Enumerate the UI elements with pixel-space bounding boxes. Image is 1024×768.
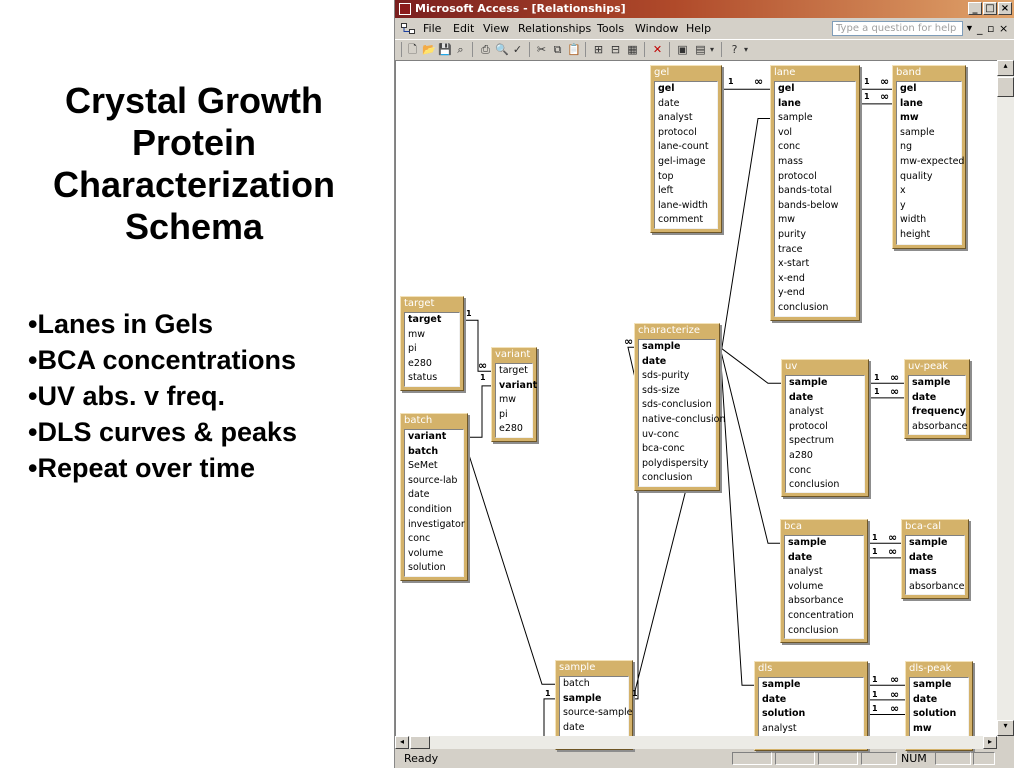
field-item[interactable]: solution — [408, 562, 446, 574]
table-title[interactable]: gel — [654, 67, 670, 78]
table-uv-peak[interactable] — [904, 359, 970, 439]
field-item[interactable]: condition — [408, 503, 452, 515]
field-item[interactable]: quality — [900, 170, 933, 182]
field-item[interactable]: pi — [408, 343, 417, 355]
cardinality-one: 1 — [545, 689, 551, 698]
field-item[interactable]: conclusion — [778, 301, 829, 313]
table-title[interactable]: uv — [785, 361, 798, 372]
field-item[interactable]: e280 — [499, 423, 523, 435]
toolbar-separator — [472, 42, 473, 57]
help-dropdown-icon[interactable]: ▼ — [965, 23, 974, 33]
field-item[interactable]: y — [900, 199, 906, 211]
table-title[interactable]: sample — [559, 662, 596, 673]
cardinality-one: 1 — [872, 547, 878, 556]
table-bca-cal[interactable] — [901, 519, 969, 599]
primary-key-field[interactable]: date — [788, 551, 813, 563]
relationship-line[interactable] — [720, 347, 780, 543]
field-item[interactable]: e280 — [408, 357, 432, 369]
bullet-list — [28, 306, 383, 486]
cardinality-many: ∞ — [890, 371, 900, 384]
field-item[interactable]: source-lab — [408, 474, 458, 486]
field-item[interactable]: volume — [788, 580, 824, 592]
menu-view[interactable]: View — [483, 22, 510, 35]
relationship-line[interactable] — [720, 347, 781, 383]
primary-key-field[interactable]: mw — [900, 112, 919, 124]
primary-key-field[interactable]: sample — [912, 377, 951, 388]
show-direct-icon[interactable]: ⊟ — [610, 43, 621, 56]
cardinality-one: 1 — [872, 675, 878, 684]
primary-key-field[interactable]: lane — [778, 97, 801, 109]
field-item[interactable]: gel-image — [658, 155, 706, 167]
table-bca[interactable] — [780, 519, 868, 643]
field-list[interactable] — [905, 535, 965, 595]
field-item[interactable]: analyst — [789, 406, 824, 418]
cardinality-one: 1 — [872, 690, 878, 699]
primary-key-field[interactable]: variant — [408, 431, 447, 442]
status-panel — [818, 752, 858, 765]
slide-title-line: Protein — [131, 122, 256, 163]
scroll-down-button[interactable]: ▾ — [997, 720, 1014, 736]
copy-icon[interactable]: ⧉ — [553, 43, 562, 56]
primary-key-field[interactable]: date — [789, 391, 814, 403]
table-title[interactable]: band — [896, 67, 922, 78]
slide-title-line: Schema — [124, 206, 264, 247]
relationship-line[interactable] — [720, 347, 754, 685]
cardinality-one: 1 — [632, 689, 638, 698]
cardinality-one: 1 — [864, 92, 870, 101]
relationship-line[interactable] — [544, 699, 555, 737]
primary-key-field[interactable]: date — [909, 551, 934, 563]
toolbar-options-icon[interactable]: ▾ — [743, 45, 748, 54]
menu-relationships[interactable]: Relationships — [518, 22, 592, 35]
doc-close-button[interactable]: × — [999, 22, 1009, 35]
cardinality-many: ∞ — [478, 359, 488, 372]
field-list[interactable] — [495, 363, 538, 438]
doc-restore-button[interactable]: ▫ — [987, 22, 995, 35]
field-item[interactable]: concentration — [788, 609, 854, 621]
field-item[interactable]: x-end — [778, 272, 805, 284]
status-text: Ready — [404, 752, 439, 765]
status-bar — [395, 749, 1014, 768]
field-item[interactable]: conclusion — [789, 479, 840, 491]
table-uv[interactable] — [781, 359, 869, 497]
field-item[interactable]: mw — [408, 328, 426, 340]
field-item[interactable]: sample — [778, 112, 813, 124]
primary-key-field[interactable]: gel — [778, 83, 795, 94]
field-item[interactable]: SeMet — [408, 460, 438, 472]
cardinality-many: ∞ — [880, 75, 890, 88]
field-item[interactable]: volume — [408, 547, 444, 559]
spelling-icon[interactable]: ✓ — [512, 43, 523, 56]
primary-key-field[interactable]: mass — [909, 566, 937, 578]
table-title[interactable]: target — [404, 298, 435, 309]
primary-key-field[interactable]: date — [642, 355, 667, 367]
new-object-icon[interactable]: ▤ — [695, 43, 706, 56]
close-button[interactable]: × — [998, 2, 1012, 15]
toolbar-grip[interactable] — [401, 42, 402, 57]
field-item[interactable]: native-conclusion — [642, 413, 726, 425]
status-panel — [861, 752, 897, 765]
access-window — [394, 0, 1014, 768]
field-item[interactable]: conc — [789, 464, 812, 476]
table-title[interactable]: bca-cal — [905, 521, 941, 532]
field-item[interactable]: protocol — [778, 170, 817, 182]
title-bar[interactable] — [395, 0, 1014, 18]
primary-key-field[interactable]: gel — [900, 83, 917, 94]
table-title[interactable]: lane — [774, 67, 796, 78]
field-item[interactable]: conclusion — [642, 472, 693, 484]
status-panel — [775, 752, 815, 765]
field-list[interactable] — [638, 339, 726, 487]
field-item[interactable]: vol — [778, 126, 793, 138]
primary-key-field[interactable]: batch — [408, 445, 439, 457]
field-item[interactable]: spectrum — [789, 435, 834, 447]
print-preview-icon[interactable]: 🔍 — [495, 43, 509, 56]
cardinality-many: ∞ — [890, 385, 900, 398]
toolbar — [395, 39, 1014, 60]
maximize-button[interactable]: □ — [983, 2, 997, 15]
field-item[interactable]: y-end — [778, 287, 805, 299]
table-title[interactable]: uv-peak — [908, 361, 949, 372]
field-item[interactable]: width — [900, 214, 927, 226]
field-item[interactable]: batch — [563, 678, 590, 689]
toolbar-separator — [585, 42, 586, 57]
field-item[interactable]: absorbance — [788, 595, 844, 607]
bullet-item: • BCA concentrations — [28, 342, 383, 378]
slide-title-line: Crystal Growth — [64, 80, 324, 121]
cardinality-many: ∞ — [890, 702, 900, 715]
field-item[interactable]: sds-purity — [642, 370, 690, 382]
num-lock-indicator: NUM — [901, 752, 927, 765]
scroll-right-button[interactable]: ▸ — [983, 736, 997, 749]
menu-edit[interactable]: Edit — [453, 22, 475, 35]
vertical-scroll-thumb[interactable] — [997, 77, 1014, 97]
field-item[interactable]: protocol — [658, 126, 697, 138]
primary-key-field[interactable]: sample — [789, 377, 828, 388]
field-item[interactable]: polydispersity — [642, 457, 709, 469]
cardinality-many: ∞ — [754, 75, 764, 88]
field-item[interactable]: protocol — [789, 420, 828, 432]
table-title[interactable]: bca — [784, 521, 802, 532]
field-item[interactable]: investigator — [408, 518, 465, 530]
primary-key-field[interactable]: mw — [913, 722, 932, 734]
field-item[interactable]: status — [408, 372, 438, 384]
field-item[interactable]: height — [900, 228, 931, 240]
cardinality-many: ∞ — [890, 688, 900, 701]
field-item[interactable]: conclusion — [788, 624, 839, 636]
field-item[interactable]: lane-count — [658, 141, 709, 153]
window-title: Microsoft Access - [Relationships] — [415, 2, 626, 15]
field-item[interactable]: x-start — [778, 258, 810, 270]
cardinality-one: 1 — [874, 373, 880, 382]
table-characterize[interactable] — [634, 323, 726, 491]
table-target[interactable] — [400, 296, 464, 391]
field-item[interactable]: analyst — [788, 566, 823, 578]
cardinality-many: ∞ — [888, 545, 898, 558]
minimize-button[interactable]: _ — [968, 2, 982, 15]
field-item[interactable]: analyst — [762, 722, 797, 734]
relationships-window-icon[interactable] — [401, 23, 415, 34]
paste-icon[interactable]: 📋 — [567, 43, 581, 56]
menu-help[interactable]: Help — [686, 22, 712, 35]
status-panel — [973, 752, 995, 765]
field-item[interactable]: x — [900, 185, 906, 197]
field-item[interactable]: trace — [778, 243, 803, 255]
field-item[interactable]: pi — [499, 408, 508, 420]
menu-tools[interactable]: Tools — [597, 22, 625, 35]
bullet-item: • DLS curves & peaks — [28, 414, 383, 450]
delete-icon[interactable]: ✕ — [652, 43, 663, 56]
bullet-item: • UV abs. v freq. — [28, 378, 383, 414]
field-item[interactable]: ng — [900, 141, 913, 153]
menu-window[interactable]: Window — [635, 22, 679, 35]
primary-key-field[interactable]: sample — [762, 679, 801, 690]
field-item[interactable]: lane-width — [658, 199, 708, 211]
field-item[interactable]: date — [563, 721, 585, 733]
field-item[interactable]: sds-conclusion — [642, 399, 712, 411]
search-icon[interactable]: ⌕ — [457, 43, 464, 56]
primary-key-field[interactable]: date — [913, 693, 938, 705]
field-item[interactable]: conc — [778, 141, 801, 153]
cardinality-one: 1 — [872, 704, 878, 713]
field-item[interactable]: top — [658, 170, 674, 182]
show-all-icon[interactable]: ▦ — [627, 43, 638, 56]
status-panel — [732, 752, 772, 765]
field-item[interactable]: sds-size — [642, 384, 680, 396]
field-list[interactable] — [896, 81, 965, 245]
access-app-icon[interactable] — [399, 3, 411, 15]
table-variant[interactable] — [491, 347, 537, 442]
primary-key-field[interactable]: date — [762, 693, 787, 705]
table-title[interactable]: batch — [404, 415, 433, 426]
primary-key-field[interactable]: sample — [909, 537, 948, 548]
table-title[interactable]: dls-peak — [909, 663, 952, 674]
cardinality-many: ∞ — [624, 335, 634, 348]
slide-title — [8, 80, 380, 248]
field-item[interactable]: absorbance — [909, 580, 965, 592]
toolbar-separator — [669, 42, 670, 57]
help-question-input[interactable]: Type a question for help — [832, 21, 963, 36]
field-item[interactable]: bands-below — [778, 199, 839, 211]
table-gel[interactable] — [650, 65, 722, 233]
table-lane[interactable] — [770, 65, 860, 321]
field-item[interactable]: mw — [778, 214, 796, 226]
field-list[interactable] — [404, 429, 464, 577]
primary-key-field[interactable]: sample — [642, 341, 681, 352]
cardinality-one: 1 — [864, 77, 870, 86]
primary-key-field[interactable]: gel — [658, 83, 675, 94]
scroll-left-button[interactable]: ◂ — [395, 736, 409, 749]
open-icon[interactable]: 📂 — [422, 43, 436, 56]
field-list[interactable] — [908, 375, 966, 435]
primary-key-field[interactable]: solution — [913, 708, 957, 720]
print-icon[interactable]: ⎙ — [481, 43, 490, 56]
field-item[interactable]: a280 — [789, 449, 813, 461]
primary-key-field[interactable]: sample — [788, 537, 827, 548]
field-item[interactable]: uv-conc — [642, 428, 680, 440]
scroll-up-button[interactable]: ▴ — [997, 60, 1014, 76]
primary-key-field[interactable]: sample — [563, 692, 602, 704]
relationship-line[interactable] — [468, 386, 491, 437]
field-item[interactable]: source-sample — [563, 707, 633, 719]
table-title[interactable]: characterize — [638, 325, 701, 336]
primary-key-field[interactable]: frequency — [912, 406, 966, 418]
table-title[interactable]: dls — [758, 663, 773, 674]
help-icon[interactable]: ? — [731, 43, 738, 56]
bullet-item: • Repeat over time — [28, 450, 383, 486]
save-icon[interactable]: 💾 — [438, 43, 452, 56]
toolbar-separator — [644, 42, 645, 57]
bullet-item: • Lanes in Gels — [28, 306, 383, 342]
field-item[interactable]: mw-expected — [900, 155, 965, 167]
field-item[interactable]: absorbance — [912, 420, 968, 432]
relationship-line[interactable] — [468, 452, 555, 684]
cardinality-one: 1 — [728, 77, 734, 86]
field-item[interactable]: left — [658, 185, 674, 197]
field-item[interactable]: conc — [408, 533, 431, 545]
show-table-icon[interactable]: ⊞ — [593, 43, 604, 56]
field-list[interactable] — [404, 312, 460, 387]
field-item[interactable]: bca-conc — [642, 443, 685, 455]
cardinality-many: ∞ — [888, 531, 898, 544]
field-item[interactable]: date — [408, 489, 430, 501]
cardinality-one: 1 — [466, 309, 472, 318]
status-panel — [935, 752, 971, 765]
table-title[interactable]: variant — [495, 349, 531, 360]
primary-key-field[interactable]: lane — [900, 97, 923, 109]
primary-key-field[interactable]: solution — [762, 708, 806, 720]
cardinality-one: 1 — [872, 533, 878, 542]
new-object-dropdown-icon[interactable]: ▾ — [709, 45, 714, 54]
primary-key-field[interactable]: date — [912, 391, 937, 403]
slide-title-line: Characterization — [52, 164, 336, 205]
new-icon[interactable]: 🗋 — [408, 43, 417, 56]
database-window-icon[interactable]: ▣ — [677, 43, 688, 56]
toolbar-separator — [529, 42, 530, 57]
field-list[interactable] — [785, 375, 865, 493]
field-item[interactable]: sample — [900, 126, 935, 138]
field-item[interactable]: mw — [499, 394, 517, 406]
cardinality-many: ∞ — [890, 673, 900, 686]
cut-icon[interactable]: ✂ — [536, 43, 547, 56]
table-batch[interactable] — [400, 413, 468, 581]
primary-key-field[interactable]: variant — [499, 379, 538, 391]
field-list[interactable] — [774, 81, 856, 317]
horizontal-scroll-thumb[interactable] — [410, 736, 430, 749]
field-item[interactable]: mass — [778, 155, 803, 167]
cardinality-one: 1 — [480, 373, 486, 382]
vertical-scrollbar[interactable] — [997, 60, 1014, 736]
field-item[interactable]: target — [499, 365, 528, 376]
field-item[interactable]: comment — [658, 214, 704, 226]
menu-file[interactable]: File — [423, 22, 442, 35]
table-band[interactable] — [892, 65, 966, 249]
field-list[interactable] — [654, 81, 718, 229]
field-item[interactable]: date — [658, 97, 680, 109]
horizontal-scrollbar[interactable] — [395, 736, 997, 749]
cardinality-many: ∞ — [880, 90, 890, 103]
field-list[interactable] — [784, 535, 864, 639]
field-item[interactable]: analyst — [658, 112, 693, 124]
doc-minimize-button[interactable]: _ — [977, 22, 983, 35]
field-item[interactable]: purity — [778, 228, 806, 240]
relationships-canvas[interactable] — [395, 60, 998, 737]
primary-key-field[interactable]: sample — [913, 679, 952, 690]
primary-key-field[interactable]: target — [408, 314, 442, 325]
cardinality-one: 1 — [874, 387, 880, 396]
toolbar-separator — [721, 42, 722, 57]
field-item[interactable]: bands-total — [778, 185, 833, 197]
